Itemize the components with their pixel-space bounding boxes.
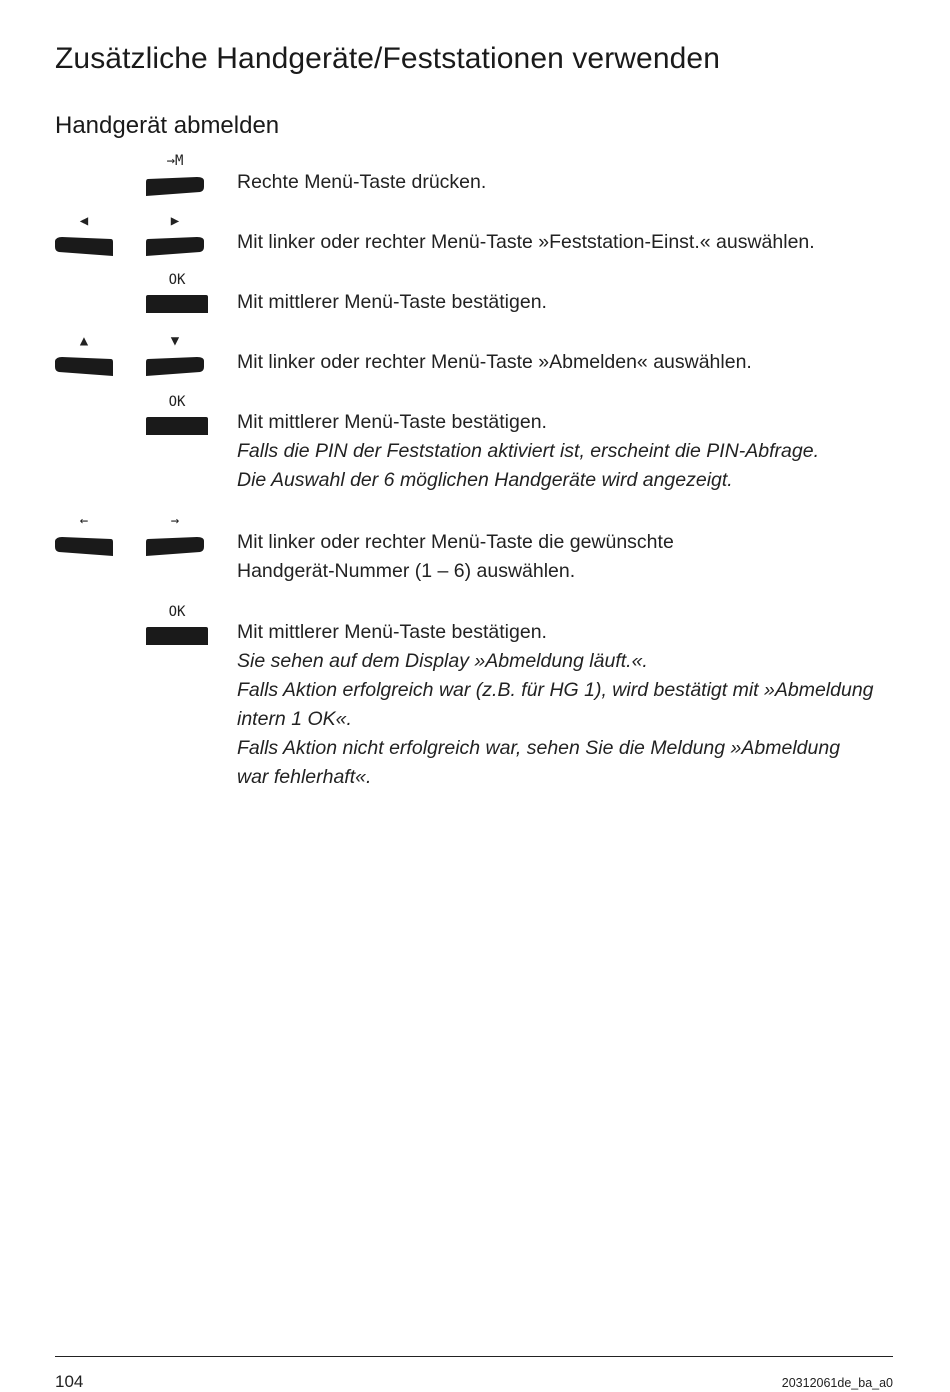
step-instruction: Mit linker oder rechter Menü-Taste »Abmelden« auswählen. xyxy=(237,351,752,373)
step-text xyxy=(237,408,917,495)
step-instruction: Handgerät-Nummer (1 – 6) auswählen. xyxy=(237,560,576,582)
footer-divider xyxy=(55,1356,893,1357)
triangle-up-icon: ▲ xyxy=(79,333,89,349)
page-number: 104 xyxy=(55,1372,84,1391)
step-instruction: Rechte Menü-Taste drücken. xyxy=(237,171,487,193)
step-note: intern 1 OK«. xyxy=(237,708,352,730)
step-note: Die Auswahl der 6 möglichen Handgeräte wird angezeigt. xyxy=(237,469,733,491)
document-code: 20312061de_ba_a0 xyxy=(781,1376,893,1390)
step-instruction: Mit mittlerer Menü-Taste bestätigen. xyxy=(237,621,547,643)
step-text xyxy=(237,228,917,257)
middle-menu-key-icon xyxy=(145,416,209,436)
triangle-left-icon: ◀ xyxy=(79,213,89,229)
triangle-down-icon: ▼ xyxy=(170,333,180,349)
left-menu-key-icon xyxy=(54,235,114,257)
step-instruction: Mit linker oder rechter Menü-Taste die gewünschte xyxy=(237,531,674,553)
step-text xyxy=(237,348,917,377)
triangle-right-icon: ▶ xyxy=(170,213,180,229)
right-menu-key-icon xyxy=(145,175,205,197)
step-note: Falls Aktion erfolgreich war (z.B. für HG 1), wird bestätigt mit »Abmeldung xyxy=(237,679,874,701)
step-note: Falls Aktion nicht erfolgreich war, sehen Sie die Meldung »Abmeldung xyxy=(237,737,841,759)
page-title: Zusätzliche Handgeräte/Feststationen verwenden xyxy=(55,42,720,75)
arrow-right-icon: → xyxy=(170,513,180,529)
left-menu-key-icon xyxy=(54,355,114,377)
right-menu-key-icon xyxy=(145,235,205,257)
arrow-left-icon: ← xyxy=(79,513,89,529)
left-menu-key-icon xyxy=(54,535,114,557)
step-note: war fehlerhaft«. xyxy=(237,766,372,788)
step-instruction: Mit mittlerer Menü-Taste bestätigen. xyxy=(237,411,547,433)
middle-menu-key-icon xyxy=(145,626,209,646)
ok-label-icon: OK xyxy=(168,272,186,288)
step-instruction: Mit linker oder rechter Menü-Taste »Feststation-Einst.« auswählen. xyxy=(237,231,815,253)
step-text xyxy=(237,528,917,586)
ok-label-icon: OK xyxy=(168,394,186,410)
step-note: Falls die PIN der Feststation aktiviert ist, erscheint die PIN-Abfrage. xyxy=(237,440,819,462)
ok-label-icon: OK xyxy=(168,604,186,620)
step-text xyxy=(237,168,917,197)
middle-menu-key-icon xyxy=(145,294,209,314)
right-menu-key-icon xyxy=(145,535,205,557)
step-text xyxy=(237,618,917,792)
arrow-right-m-icon: →M xyxy=(166,153,184,169)
step-text xyxy=(237,288,917,317)
right-menu-key-icon xyxy=(145,355,205,377)
section-title: Handgerät abmelden xyxy=(55,112,280,139)
step-note: Sie sehen auf dem Display »Abmeldung läuft.«. xyxy=(237,650,648,672)
step-instruction: Mit mittlerer Menü-Taste bestätigen. xyxy=(237,291,547,313)
